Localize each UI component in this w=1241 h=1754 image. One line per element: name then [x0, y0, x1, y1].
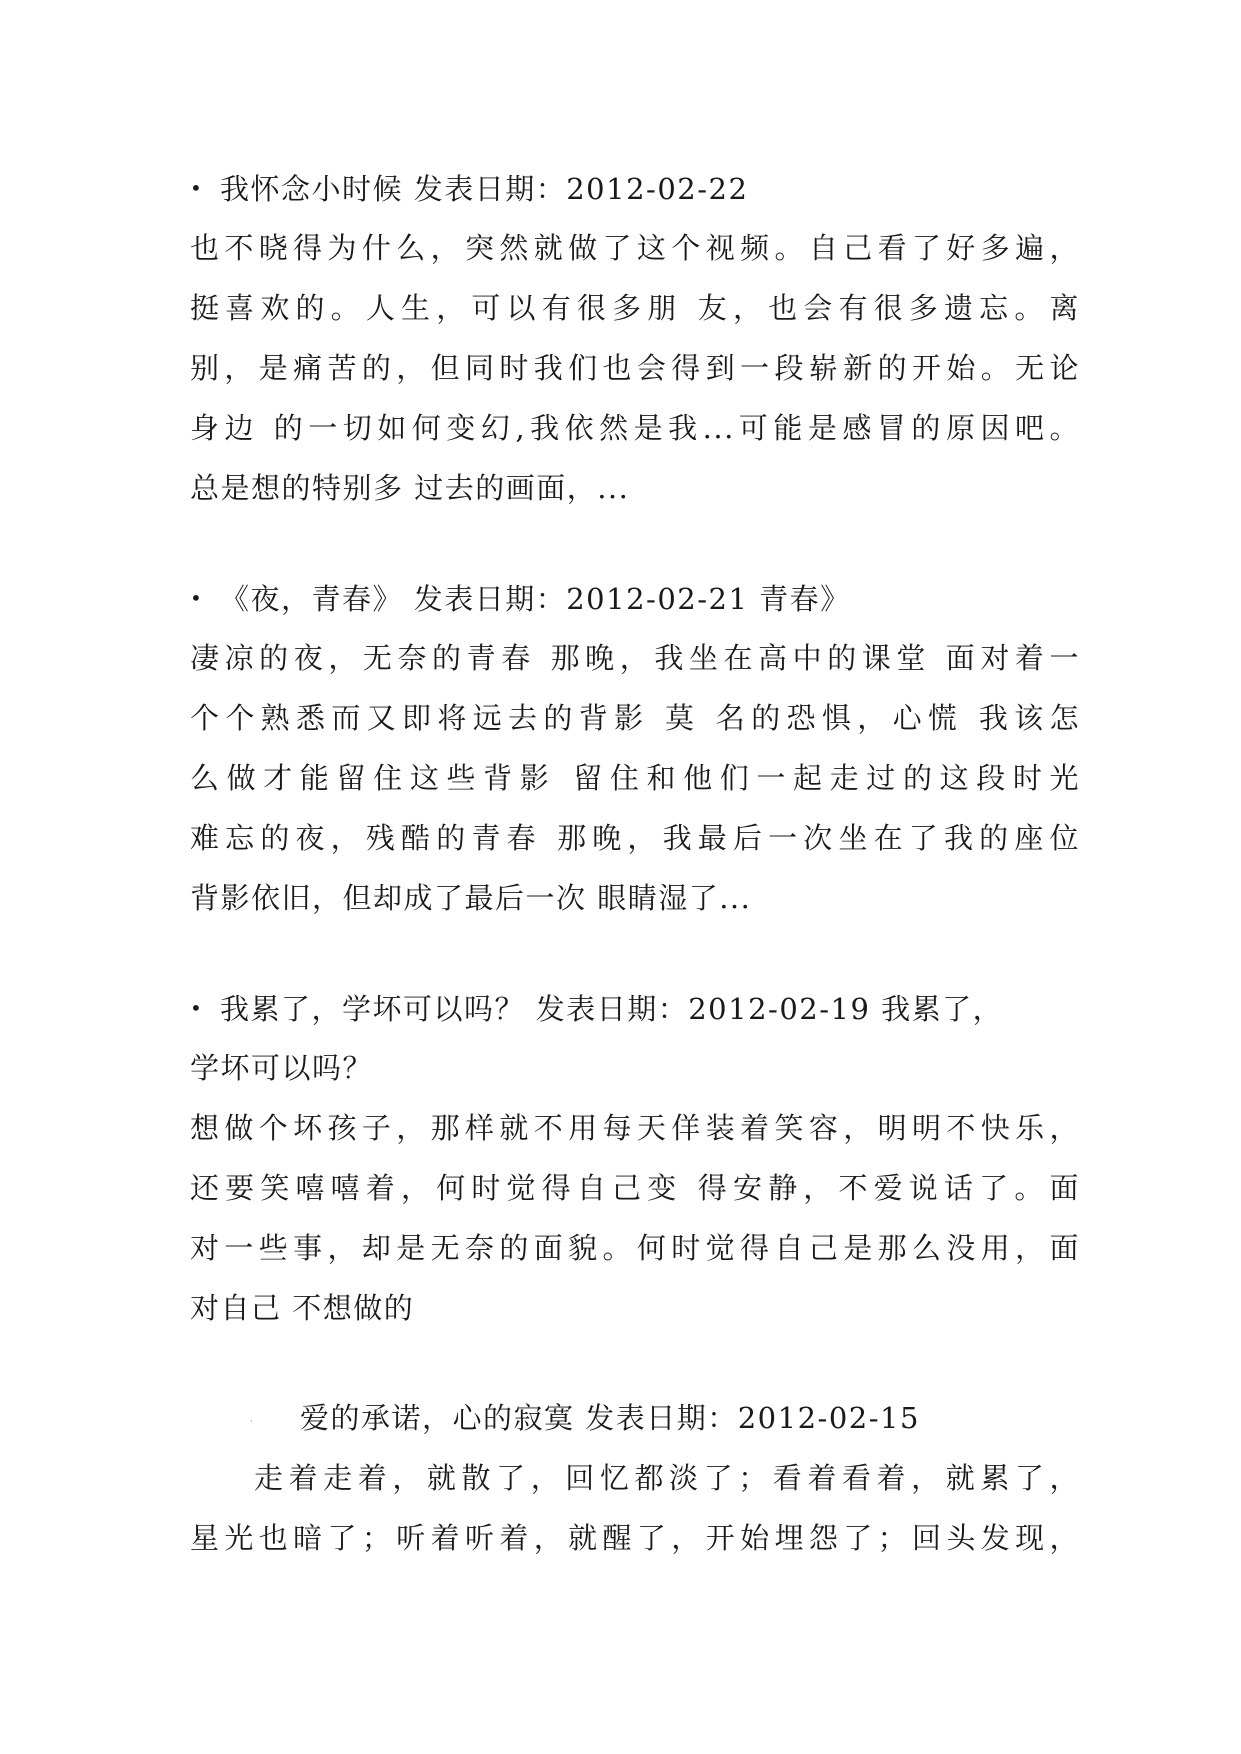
- body-line: 还要笑嘻嘻着，何时觉得自己变 得安静，不爱说话了。面: [190, 1171, 1080, 1205]
- entry-title: 我累了，学坏可以吗？ 发表日期：2012-02-19 我累了，: [220, 992, 1004, 1026]
- body-line: 个个熟悉而又即将远去的背影 莫 名的恐惧，心慌 我该怎: [190, 701, 1080, 735]
- body-line: 星光也暗了；听着听着，就醒了，开始埋怨了；回头发现，: [190, 1521, 1080, 1555]
- bullet: •: [190, 176, 204, 200]
- body-line: 么做才能留住这些背影 留住和他们一起走过的这段时光: [190, 761, 1080, 795]
- entry-heading: [190, 1388, 1080, 1448]
- body-line: 也不晓得为什么，突然就做了这个视频。自己看了好多遍，: [190, 231, 1080, 265]
- body-line: 难忘的夜，残酷的青春 那晚，我最后一次坐在了我的座位: [190, 821, 1080, 855]
- entry-heading: [190, 568, 1080, 628]
- blog-entry: [190, 158, 1080, 518]
- entry-title: 爱的承诺，心的寂寞 发表日期：2012-02-15: [300, 1401, 920, 1435]
- blog-entry: [190, 1388, 1080, 1568]
- body-line: 挺喜欢的。人生，可以有很多朋 友，也会有很多遗忘。离: [190, 291, 1080, 325]
- entry-title-continued: 学坏可以吗？: [190, 1051, 374, 1085]
- blog-entry: [190, 568, 1080, 928]
- body-line: 总是想的特别多 过去的画面，...: [190, 471, 630, 505]
- bullet: •: [190, 586, 204, 610]
- blog-entry: [190, 978, 1080, 1338]
- entry-title: 《夜，青春》 发表日期：2012-02-21 青春》: [220, 582, 851, 616]
- entry-title: 我怀念小时候 发表日期：2012-02-22: [220, 172, 749, 206]
- body-line: 凄凉的夜，无奈的青春 那晚，我坐在高中的课堂 面对着一: [190, 641, 1080, 675]
- entry-heading: [190, 978, 1080, 1038]
- bullet: •: [190, 996, 204, 1020]
- body-line: 背影依旧，但却成了最后一次 眼睛湿了...: [190, 881, 752, 915]
- body-line: 走着走着，就散了，回忆都淡了；看着看着，就累了，: [254, 1461, 1080, 1495]
- body-line: 想做个坏孩子，那样就不用每天佯装着笑容，明明不快乐，: [190, 1111, 1080, 1145]
- bullet: ·: [250, 1417, 255, 1427]
- body-line: 身边 的一切如何变幻,我依然是我...可能是感冒的原因吧。: [190, 411, 1080, 445]
- body-line: 对一些事，却是无奈的面貌。何时觉得自己是那么没用，面: [190, 1231, 1080, 1265]
- document-page: [190, 158, 1080, 1568]
- entry-heading: [190, 158, 1080, 218]
- body-line: 别，是痛苦的，但同时我们也会得到一段崭新的开始。无论: [190, 351, 1080, 385]
- body-line: 对自己 不想做的: [190, 1291, 415, 1325]
